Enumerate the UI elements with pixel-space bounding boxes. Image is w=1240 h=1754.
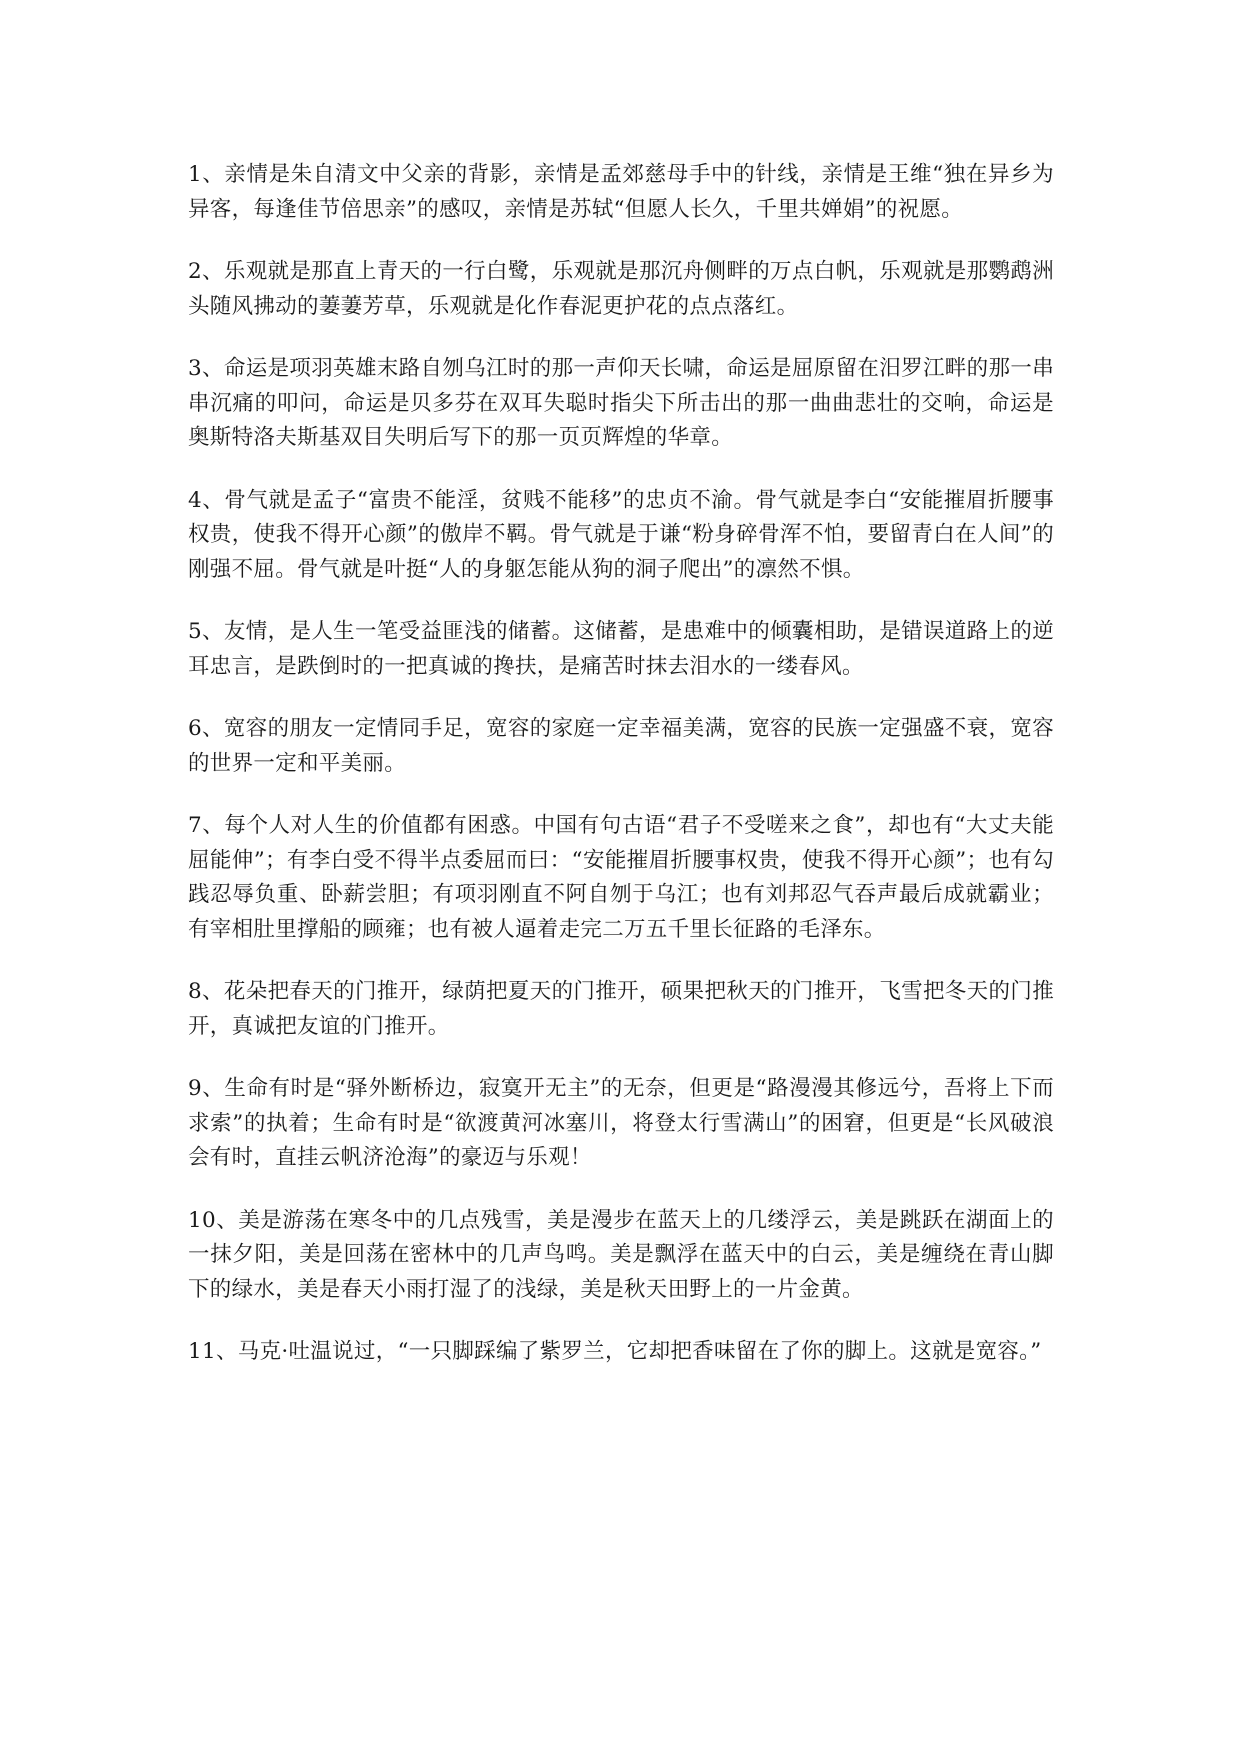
document-body [188,158,1054,1398]
paragraph-3: 3、命运是项羽英雄末路自刎乌江时的那一声仰天长啸，命运是屈原留在汨罗江畔的那一串串沉痛的叩问，命运是贝多芬在双耳失聪时指尖下所击出的那一曲曲悲壮的交响，命运是奥斯特洛夫斯基双目失明后写下的那一页页辉煌的华章。 [188,356,1054,450]
paragraph-6: 6、宽容的朋友一定情同手足，宽容的家庭一定幸福美满，宽容的民族一定强盛不衰，宽容的世界一定和平美丽。 [188,716,1054,776]
paragraph-7: 7、每个人对人生的价值都有困惑。中国有句古语“君子不受嗟来之食”，却也有“大丈夫能屈能伸”；有李白受不得半点委屈而曰：“安能摧眉折腰事权贵，使我不得开心颜”；也有勾践忍辱负重、卧薪尝胆；有项羽刚直不阿自刎于乌江；也有刘邦忍气吞声最后成就霸业；有宰相肚里撑船的顾雍；也有被人逼着走完二万五千里长征路的毛泽东。 [188,813,1054,942]
paragraph-5: 5、友情，是人生一笔受益匪浅的储蓄。这储蓄，是患难中的倾囊相助，是错误道路上的逆耳忠言，是跌倒时的一把真诚的搀扶，是痛苦时抹去泪水的一缕春风。 [188,619,1054,679]
paragraph-8: 8、花朵把春天的门推开，绿荫把夏天的门推开，硕果把秋天的门推开，飞雪把冬天的门推开，真诚把友谊的门推开。 [188,979,1054,1039]
paragraph-9: 9、生命有时是“驿外断桥边，寂寞开无主”的无奈，但更是“路漫漫其修远兮，吾将上下而求索”的执着；生命有时是“欲渡黄河冰塞川，将登太行雪满山”的困窘，但更是“长风破浪会有时，直挂云帆济沧海”的豪迈与乐观！ [188,1076,1054,1170]
paragraph-1: 1、亲情是朱自清文中父亲的背影，亲情是孟郊慈母手中的针线，亲情是王维“独在异乡为异客，每逢佳节倍思亲”的感叹，亲情是苏轼“但愿人长久，千里共婵娟”的祝愿。 [188,162,1054,222]
paragraph-2: 2、乐观就是那直上青天的一行白鹭，乐观就是那沉舟侧畔的万点白帆，乐观就是那鹦鹉洲头随风拂动的萋萋芳草，乐观就是化作春泥更护花的点点落红。 [188,259,1054,319]
paragraph-10: 10、美是游荡在寒冬中的几点残雪，美是漫步在蓝天上的几缕浮云，美是跳跃在湖面上的一抹夕阳，美是回荡在密林中的几声鸟鸣。美是飘浮在蓝天中的白云，美是缠绕在青山脚下的绿水，美是春天小雨打湿了的浅绿，美是秋天田野上的一片金黄。 [188,1207,1054,1302]
paragraph-4: 4、骨气就是孟子“富贵不能淫，贫贱不能移”的忠贞不渝。骨气就是李白“安能摧眉折腰事权贵，使我不得开心颜”的傲岸不羁。骨气就是于谦“粉身碎骨浑不怕，要留青白在人间”的刚强不屈。骨气就是叶挺“人的身躯怎能从狗的洞子爬出”的凛然不惧。 [188,487,1054,582]
paragraph-11: 11、马克·吐温说过，“一只脚踩编了紫罗兰，它却把香味留在了你的脚上。这就是宽容。” [188,1339,1042,1364]
